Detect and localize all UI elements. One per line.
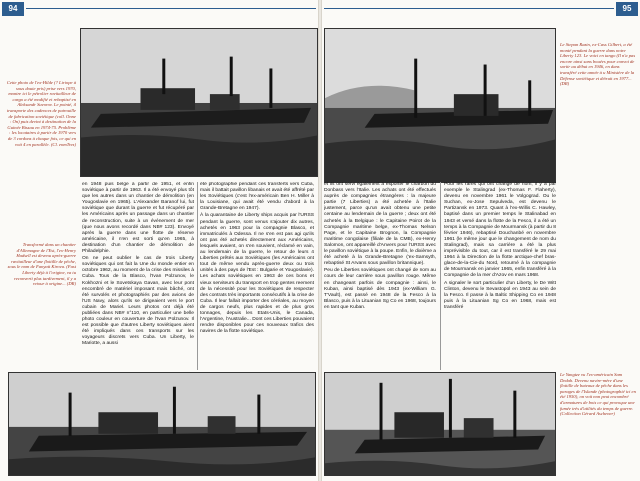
text-column-2	[200, 182, 314, 370]
paragraph: été photographié pendant ces transferts vers Cuba, mais il battait pavillon libanais et avait été affrété par les Soviétiques (c'est l'ex-américain Ben H. Miller à la Louisiane, qui avait été vendu d'abord à la Grande-Bretagne en 1947).	[200, 182, 314, 212]
paragraph: A signaler le sort particulier d'un Liberty, le De Witt Clinton, devenu le Sevastopol en 1943 au sein de la Fesco. Il passe à la Baltic Shipping Co en 1948 puis à la Lituanian Sg Co en 1968, mais est transféré	[444, 280, 556, 310]
page-gutter	[318, 0, 322, 481]
photo-ship-yangtze	[324, 372, 556, 476]
column-divider	[197, 182, 198, 370]
paragraph: et ils ont servi également à exporter le charbon du Donbass vers l'Italie. Les achats ont été effectués auprès de compagnies étrangères : la majeure partie (7 Liberties) a été achetée à l'Italie justement, parce qu'un avait obtenu une petite centaine au lendemain de la guerre ; deux ont été achetés à la Belgique : le Capitaine Poirot de la Compagnie maritime belge, ex-Thomas Nelson Page, et le Capitaine Brognon, la Compagnie maritime congolaise (filiale de la CMB), ex-Henry Salomon, ont appareillé d'Anvers pour l'URSS avec le pavillon soviétique à la poupe. Enfin, le dixième a été acheté à la Grande-Bretagne ('ex-Samsyth, rebaptisé St Arvans sous pavillon britannique).	[324, 182, 436, 267]
right-top-rule	[324, 8, 614, 9]
paragraph: en 1948 puis belge à partir de 1951, et enfin soviétique à partir de 1963. Il a été envoyé plus tôt que les autres dans un chantier de démolition (en Yougoslavie en 1965). L'Alexander Baranof lui, fut soviétique que durant la guerre et fut récupéré par les Américains après un passage dans un chantier de reconstruction, suite à un événement de mer (que nous avons recordé dans NB# 123). Envoyé après la guerre dans une flotte de réserve américaine, il n'en est sorti qu'en 1965, à destination d'un chantier de démolition de Philadelphie.	[82, 182, 194, 255]
caption-top-right: Le Stepan Razin, ex-Cass Gilbert, a été monté pendant la guerre dans notre Liberty 123. Le voici en tango (Il n'a pas encore ainsi sans bouées pour convoi de sortir au début en 1946, en dans transféré cette année à u Ministère de la Défense soviétique et détruit en 1977... (DR)	[560, 42, 636, 87]
left-top-rule	[26, 8, 316, 9]
ship-illustration	[81, 29, 317, 176]
text-column-1	[82, 182, 194, 370]
ship-illustration	[325, 373, 555, 475]
photo-ship-aleksandr-suvorov	[80, 28, 318, 177]
text-column-3	[324, 182, 436, 370]
right-page-number: 95	[616, 2, 638, 16]
column-divider	[440, 182, 441, 370]
ship-illustration	[9, 373, 315, 475]
paragraph: On ne peut oublier le cas de trois Liberty soviétiques qui ont fait la Une du monde entier en octobre 1962, au moment de la crise des missiles à Cuba. Tous de la Blasco, l'Ivan Polzunov, le Kokhozni et le Sovetskaya Gavan, avec leur pont encombré de matériel imposant mais bâché, ont été survolés et photographiés par des avions de l'US Navy, alors qu'ils se dirigeaient vers le port cubain de Mariel. Leurs photos ont déjà été publiées dans NB# n°110, en particulier une belle photo couleur en couverture de l'Ivan Polzunov. Il est possible que d'autres Liberty soviétiques aient été impliqués dans ces transports sur les voyageurs discrets vers Cuba. Un Liberty, le Mariotte, a aussi	[82, 256, 194, 347]
caption-bottom-right: Le Yangtze vu l'ex-américain Sam Dedah. Devenu navire-mère d'une flottille de bateaux de pêche dans les parages de l'Islande (photographié ici en été 1950), on voit non peut encombré d'armatures de bois ce qui provoque une fumée très d'utilités du temps de guerre. (Collection Gérard Aschener)	[560, 372, 636, 417]
caption-mid-left: Transformé dans un chantier d'Allemagne de l'Est, l'ex-Henry Hadsell est devenu après-guerre ravitailleur d'une flottille de pêche, sous le nom de Fanyatt Kirova. (Fast Liberty déjà à l'origine, va tu reconverti plus tardivement, il y a retour à origine... (DR)	[7, 242, 76, 287]
left-page-number: 94	[2, 2, 24, 16]
caption-top-left: Cette photo de l'ex-Hilde (? Liriope à sous doute pris) prise vers 1970, montre ici le pétrolier ravitailleur de cargo a été modifié et rebaptisé en Aleksandr Suvorov. Le pointé, il transporte des cadences de patrouille de fabrication soviétique (coll. Onne : On) puis devint à destination de la Guinée Bissau en 1974-75. Problème : les locataires à partir de 1970 vers de 3 cordons à chaque fois, ce qui en voit 4 en parallèle. (Cl. enmTres)	[6, 80, 76, 147]
text-column-4	[444, 182, 556, 370]
photo-ship-stepan-razin	[324, 28, 556, 183]
photo-ship-fanyatt-kirova	[8, 372, 316, 476]
paragraph: À la quarantaine de Liberty ships acquis par l'URSS pendant la guerre, sont venus s'ajouter dix autres, achetés en 1963 pour la compagnie Blasco, et immatriculés à Odessa. Il ne s'en est pas agi qu'ils ont pas été achetés directement aux Américains, lesquels avaient, on s'en souvient, réclamé en vain, au lendemain de la guerre, le retour de leurs 4 Liberties prêtés aux Soviétiques (les Américains ont tout de même vendu après-guerre deux ou trois unités à des pays de l'Est : Bulgarie et Yougoslavie). Les achats soviétiques en 1963 de ces bons et vieux serviteurs du transport en trop gentes reement de la nécessité pour les Soviétiques de respecter des contrats très importants consécutifs à la crise de Cuba. Il leur fallait importer des céréales, au moyen de cargos neufs, plus rapides et de plus gros tonnages, depuis les Etats-Unis, le Canada, l'Argentine, l'Australie... Dont ces Liberties pouvaient rendre disponibles pour ces nouveaux trafics des navires de la flotte soviétique.	[200, 213, 314, 335]
paragraph: Pour les rares qui ont changé de nom, il y a par exemple le Stalingrad (ex-Thomas F. Flaherty), devenu en novembre 1961 le Volgograd. Ou le Suchan, ex-Jose Sepulveda, est devenu le Partizansk en 1973. Quant à l'ex-Willis C. Hawley, baptisé dans un premier temps le Stalinabad en 1943 et versé dans la flotte de la Fesco, il a été un temps à la Compagnie de Mourmansk (à partir du 8 février 1946), rebaptisé Douchanbé en novembre 1961 (le même jour que le changement de nom du Stalingrad), mais sa carrière a été la plus imprévisible du tout, car il est transféré le 29 mai 1964 à la Direction de la flotte arctique-chef bras-glace-de-la-Cie-du Nord, retourné à la compagnie de Mourmansk en janvier 1965, enfin transféré à la Compagnie de la mer d'Azov en mars 1968.	[444, 182, 556, 279]
paragraph: Peu de Liberties soviétiques ont changé de nom au cours de leur carrière sous pavillon rouge. Même en changeant parfois de compagnie : ainsi, le Kuban, ainsi baptisé dès 1943 (ex-William G. T'Vault), est passé en 1948 de la Fesco à la Blasco, puis à la Lituanian Sg Co en 1968, toujours en tant que Kuban.	[324, 268, 436, 310]
ship-illustration	[325, 29, 555, 182]
